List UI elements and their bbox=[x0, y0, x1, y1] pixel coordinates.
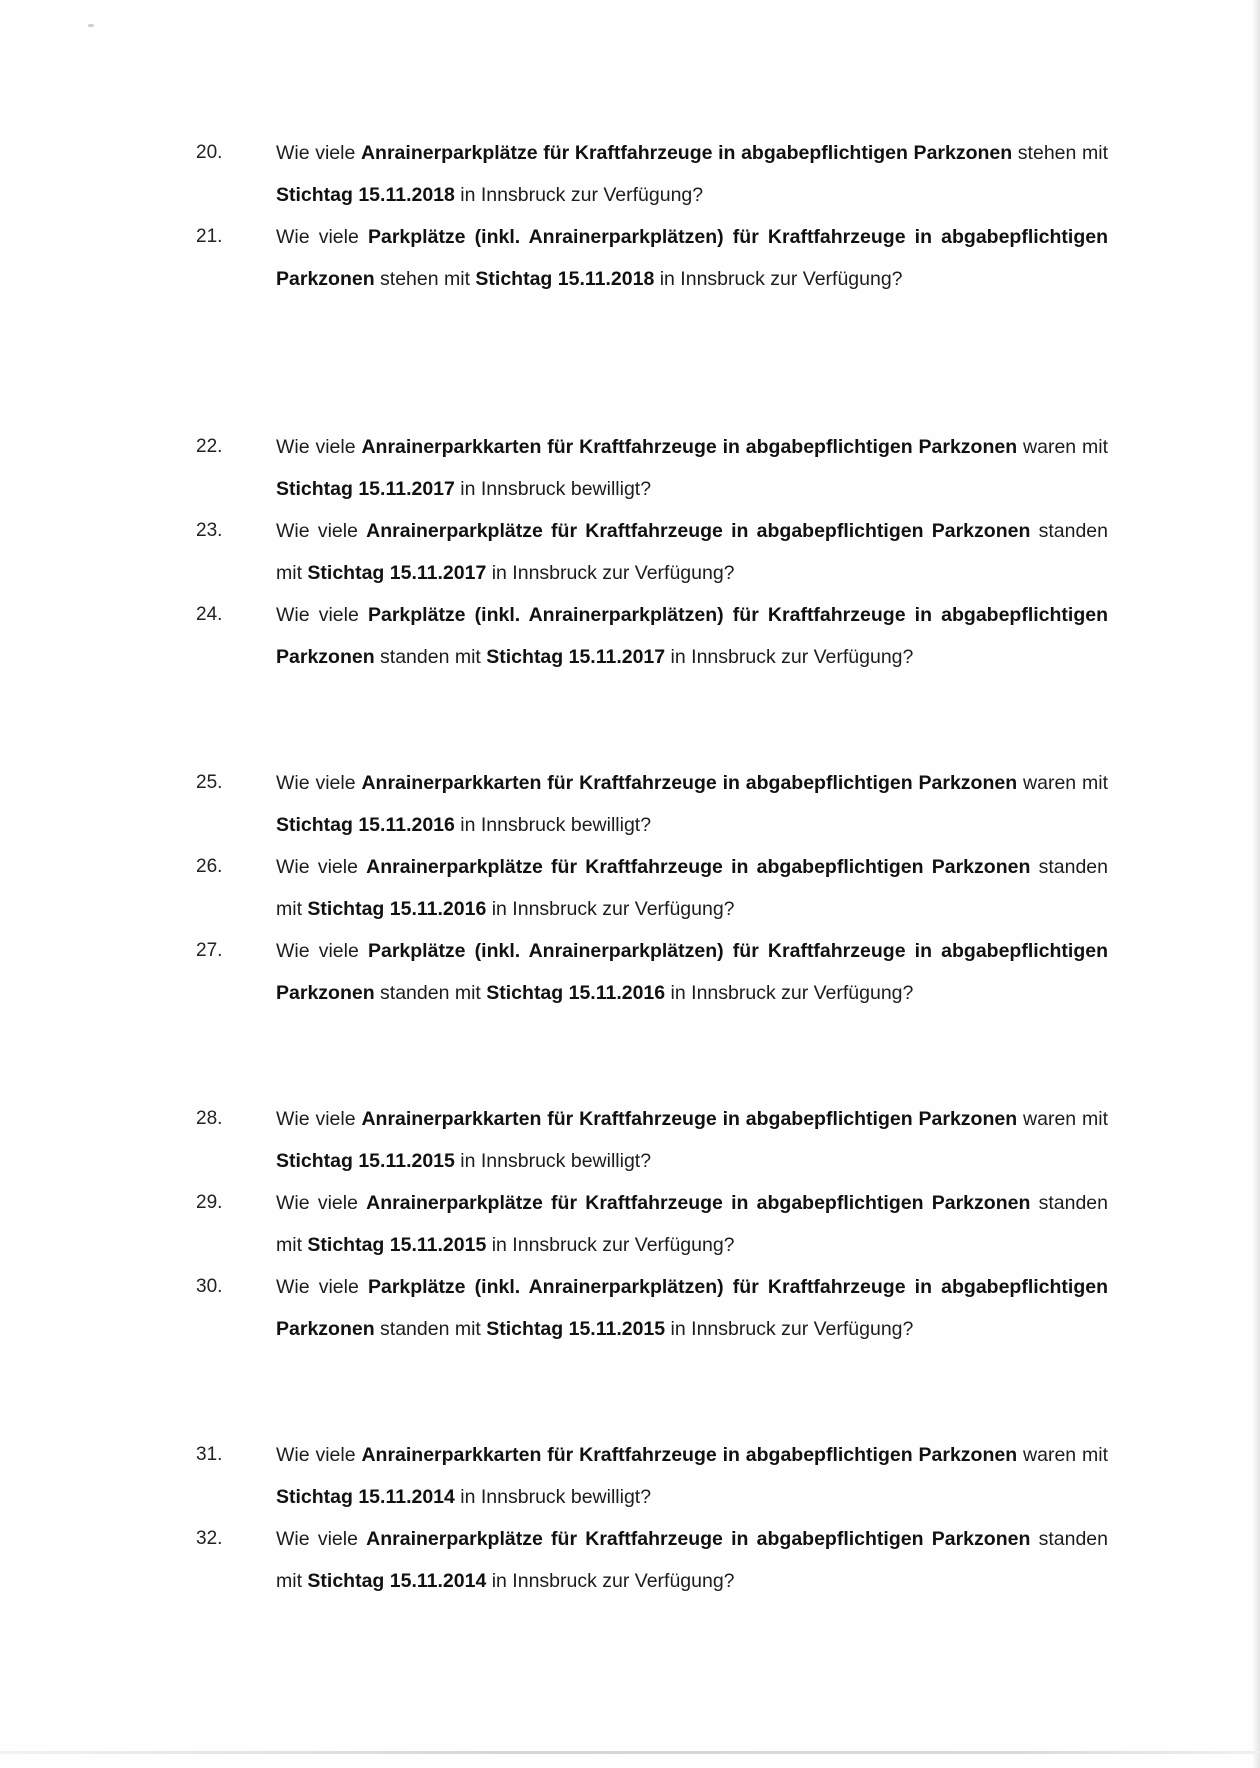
question-text-run: standen mit bbox=[374, 1318, 487, 1340]
question-text-run: standen mit bbox=[276, 520, 1108, 584]
question-text-bold: Parkplätze (inkl. Anrainerparkplätzen) für Kraftfahrzeuge in abgabepflichtigen Parkzonen bbox=[276, 1276, 1108, 1340]
question-text bbox=[276, 1266, 1108, 1350]
question-text-bold: Parkplätze (inkl. Anrainerparkplätzen) für Kraftfahrzeuge in abgabepflichtigen Parkzonen bbox=[276, 226, 1108, 290]
question-text bbox=[276, 510, 1108, 594]
question-text-run: Wie viele bbox=[276, 772, 362, 794]
question-number: 32. bbox=[196, 1528, 223, 1549]
question-text bbox=[276, 1182, 1108, 1266]
question-text bbox=[276, 594, 1108, 678]
question-text-bold: Anrainerparkplätze für Kraftfahrzeuge in abgabepflichtigen Parkzonen bbox=[366, 1192, 1031, 1214]
question-text-run: Wie viele bbox=[276, 940, 368, 962]
question-text-bold: Stichtag 15.11.2014 bbox=[307, 1570, 487, 1592]
question-text bbox=[276, 1434, 1108, 1518]
question-text-run: in Innsbruck bewilligt? bbox=[454, 478, 652, 500]
question-text bbox=[276, 1098, 1108, 1182]
question-number: 28. bbox=[196, 1108, 223, 1129]
question-text-run: in Innsbruck bewilligt? bbox=[454, 1150, 652, 1172]
question-number: 21. bbox=[196, 226, 223, 247]
question-number: 22. bbox=[196, 436, 223, 457]
question-text-run: in Innsbruck zur Verfügung? bbox=[486, 1234, 735, 1256]
question-text bbox=[276, 426, 1108, 510]
question-text-bold: Stichtag 15.11.2015 bbox=[486, 1318, 666, 1340]
question-text-run: Wie viele bbox=[276, 856, 367, 878]
question-text-run: in Innsbruck zur Verfügung? bbox=[454, 184, 704, 206]
question-text-run: Wie viele bbox=[276, 436, 362, 458]
question-text-bold: Anrainerparkplätze für Kraftfahrzeuge in abgabepflichtigen Parkzonen bbox=[360, 142, 1013, 164]
question-text bbox=[276, 762, 1108, 846]
question-text bbox=[276, 930, 1108, 1014]
question-text-run: Wie viele bbox=[276, 142, 361, 164]
question-text-run: standen mit bbox=[374, 646, 487, 668]
question-text-bold: Anrainerparkplätze für Kraftfahrzeuge in abgabepflichtigen Parkzonen bbox=[366, 1528, 1031, 1550]
question-text bbox=[276, 132, 1108, 216]
question-text-bold: Stichtag 15.11.2018 bbox=[475, 268, 655, 290]
question-text-bold: Stichtag 15.11.2016 bbox=[307, 898, 487, 920]
question-text-bold: Stichtag 15.11.2016 bbox=[486, 982, 666, 1004]
question-text-bold: Anrainerparkkarten für Kraftfahrzeuge in abgabepflichtigen Parkzonen bbox=[361, 1444, 1018, 1466]
question-number: 29. bbox=[196, 1192, 223, 1213]
question-text-run: in Innsbruck bewilligt? bbox=[454, 1486, 652, 1508]
question-number: 24. bbox=[196, 604, 223, 625]
question-text bbox=[276, 1518, 1108, 1602]
question-text-run: standen mit bbox=[276, 1192, 1108, 1256]
question-text bbox=[276, 846, 1108, 930]
question-text-run: standen mit bbox=[276, 1528, 1108, 1592]
question-text-bold: Stichtag 15.11.2016 bbox=[276, 814, 455, 836]
question-text-bold: Anrainerparkkarten für Kraftfahrzeuge in abgabepflichtigen Parkzonen bbox=[361, 772, 1018, 794]
question-number: 25. bbox=[196, 772, 223, 793]
question-text-run: in Innsbruck zur Verfügung? bbox=[665, 982, 914, 1004]
question-text-bold: Anrainerparkkarten für Kraftfahrzeuge in abgabepflichtigen Parkzonen bbox=[361, 1108, 1018, 1130]
question-number: 26. bbox=[196, 856, 223, 877]
question-text-run: Wie viele bbox=[276, 1276, 368, 1298]
question-text-bold: Anrainerparkkarten für Kraftfahrzeuge in abgabepflichtigen Parkzonen bbox=[361, 436, 1018, 458]
question-text-bold: Stichtag 15.11.2018 bbox=[276, 184, 455, 206]
question-text-run: Wie viele bbox=[276, 1192, 367, 1214]
question-text-run: Wie viele bbox=[276, 1108, 362, 1130]
question-text-run: Wie viele bbox=[276, 520, 367, 542]
question-number: 23. bbox=[196, 520, 223, 541]
question-text-run: in Innsbruck zur Verfügung? bbox=[486, 1570, 735, 1592]
question-text-run: standen mit bbox=[276, 856, 1108, 920]
question-text-bold: Anrainerparkplätze für Kraftfahrzeuge in abgabepflichtigen Parkzonen bbox=[366, 856, 1031, 878]
question-number: 27. bbox=[196, 940, 223, 961]
question-text-bold: Stichtag 15.11.2014 bbox=[276, 1486, 455, 1508]
question-text-bold: Stichtag 15.11.2017 bbox=[276, 478, 455, 500]
question-text-run: standen mit bbox=[374, 982, 487, 1004]
question-number: 31. bbox=[196, 1444, 223, 1465]
question-text-run: in Innsbruck bewilligt? bbox=[454, 814, 652, 836]
question-text-bold: Stichtag 15.11.2017 bbox=[486, 646, 666, 668]
question-text-run: in Innsbruck zur Verfügung? bbox=[654, 268, 903, 290]
question-number: 20. bbox=[196, 142, 223, 163]
question-text-bold: Stichtag 15.11.2017 bbox=[307, 562, 487, 584]
question-text-run: Wie viele bbox=[276, 1444, 362, 1466]
question-text-run: Wie viele bbox=[276, 226, 368, 248]
question-text-run: in Innsbruck zur Verfügung? bbox=[486, 562, 735, 584]
question-text-run: in Innsbruck zur Verfügung? bbox=[665, 1318, 914, 1340]
question-text-bold: Parkplätze (inkl. Anrainerparkplätzen) für Kraftfahrzeuge in abgabepflichtigen Parkzonen bbox=[276, 604, 1108, 668]
question-text-bold: Stichtag 15.11.2015 bbox=[307, 1234, 487, 1256]
question-text-run: stehen mit bbox=[1012, 142, 1108, 164]
question-text-run: waren mit bbox=[1017, 436, 1108, 458]
question-text-run: waren mit bbox=[1017, 1108, 1108, 1130]
question-text-run: Wie viele bbox=[276, 604, 368, 626]
question-text-bold: Stichtag 15.11.2015 bbox=[276, 1150, 455, 1172]
question-text-run: Wie viele bbox=[276, 1528, 367, 1550]
question-text-run: in Innsbruck zur Verfügung? bbox=[486, 898, 735, 920]
question-text-run: waren mit bbox=[1017, 1444, 1108, 1466]
question-text-bold: Parkplätze (inkl. Anrainerparkplätzen) für Kraftfahrzeuge in abgabepflichtigen Parkzonen bbox=[276, 940, 1108, 1004]
question-text-run: stehen mit bbox=[374, 268, 476, 290]
question-text bbox=[276, 216, 1108, 300]
question-text-bold: Anrainerparkplätze für Kraftfahrzeuge in abgabepflichtigen Parkzonen bbox=[366, 520, 1031, 542]
question-text-run: in Innsbruck zur Verfügung? bbox=[665, 646, 914, 668]
question-text-run: waren mit bbox=[1017, 772, 1108, 794]
question-number: 30. bbox=[196, 1276, 223, 1297]
